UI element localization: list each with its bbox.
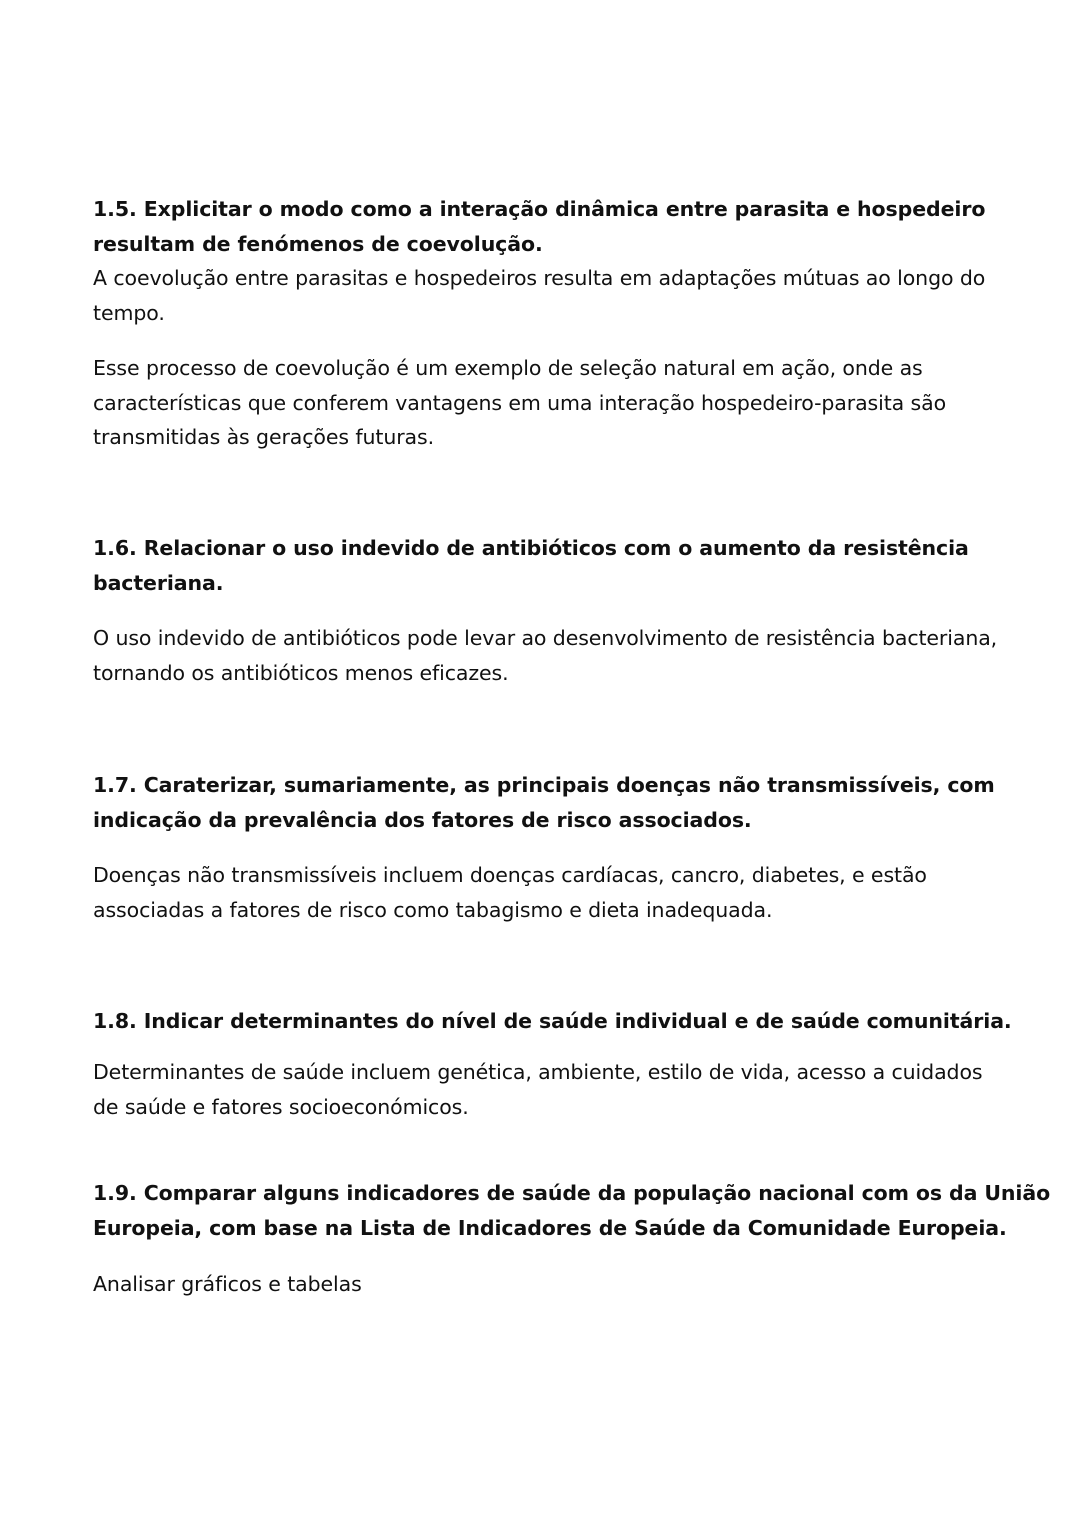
text-line: Esse processo de coevolução é um exemplo de seleção natural em ação, onde as <box>93 356 923 380</box>
heading-1-5 <box>93 192 1033 261</box>
text-line: características que conferem vantagens em uma interação hospedeiro-parasita são <box>93 390 947 415</box>
text-line: de saúde e fatores socioeconómicos. <box>93 1094 469 1119</box>
heading-1-9 <box>93 1176 1051 1245</box>
text-line: Analisar gráficos e tabelas <box>93 1272 362 1296</box>
heading-line: 1.7. Caraterizar, sumariamente, as principais doenças não transmissíveis, com <box>93 773 995 797</box>
paragraph-1-8 <box>93 1055 1033 1124</box>
heading-line: 1.9. Comparar alguns indicadores de saúde da população nacional com os da União <box>93 1181 1051 1205</box>
paragraph-1-7 <box>93 858 1033 927</box>
text-line: O uso indevido de antibióticos pode levar ao desenvolvimento de resistência bacteriana, <box>93 626 998 650</box>
paragraph-1-5-b <box>93 351 1033 455</box>
text-line: Determinantes de saúde incluem genética, ambiente, estilo de vida, acesso a cuidados <box>93 1060 983 1084</box>
heading-line: resultam de fenómenos de coevolução. <box>93 231 543 256</box>
text-line: A coevolução entre parasitas e hospedeiros resulta em adaptações mútuas ao longo do <box>93 266 986 290</box>
heading-line: 1.5. Explicitar o modo como a interação dinâmica entre parasita e hospedeiro <box>93 197 986 221</box>
text-line: transmitidas às gerações futuras. <box>93 425 434 449</box>
heading-line: 1.8. Indicar determinantes do nível de saúde individual e de saúde comunitária. <box>93 1009 1012 1033</box>
text-line: tempo. <box>93 300 165 325</box>
paragraph-1-9 <box>93 1267 1033 1302</box>
heading-line: bacteriana. <box>93 570 224 595</box>
heading-line: indicação da prevalência dos fatores de risco associados. <box>93 807 752 832</box>
heading-1-8 <box>93 1004 1033 1039</box>
heading-1-7 <box>93 768 1033 837</box>
paragraph-1-5-a <box>93 261 1033 330</box>
heading-1-6 <box>93 531 1033 600</box>
text-line: Doenças não transmissíveis incluem doenças cardíacas, cancro, diabetes, e estão <box>93 863 927 887</box>
heading-line: Europeia, com base na Lista de Indicadores de Saúde da Comunidade Europeia. <box>93 1215 1007 1240</box>
heading-line: 1.6. Relacionar o uso indevido de antibióticos com o aumento da resistência <box>93 536 969 560</box>
text-line: associadas a fatores de risco como tabagismo e dieta inadequada. <box>93 897 773 922</box>
paragraph-1-6 <box>93 621 1033 690</box>
text-line: tornando os antibióticos menos eficazes. <box>93 660 509 685</box>
